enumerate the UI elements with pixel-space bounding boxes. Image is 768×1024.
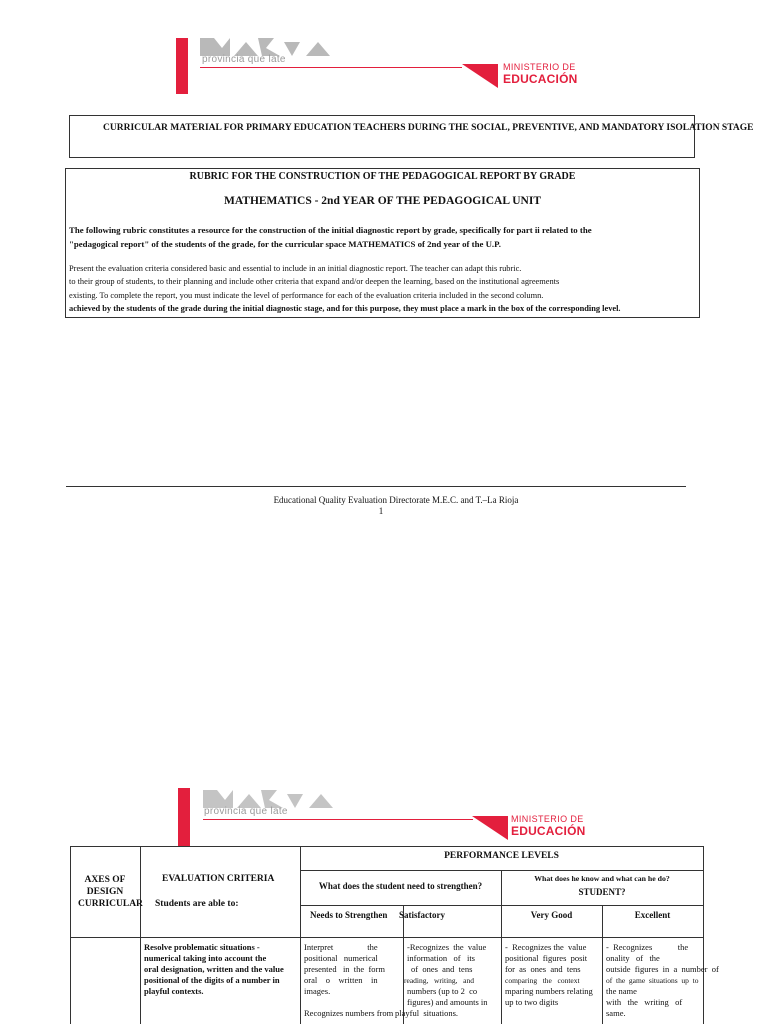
- level1-text: oral o written in: [304, 975, 378, 985]
- level1-text: images.: [304, 986, 331, 996]
- table-border-right: [703, 846, 704, 1024]
- criteria-line: numerical taking into account the: [144, 953, 267, 963]
- rubric-para-line-3: existing. To complete the report, you must indicate the level of performance for each of the evaluation criteria included in the second column.: [69, 291, 544, 300]
- level4-text: of the game situations up to: [606, 976, 699, 985]
- level-needs-strengthen: Needs to Strengthen: [310, 910, 388, 920]
- level4-text: same.: [606, 1008, 626, 1018]
- know-question-line-2: STUDENT?: [578, 887, 626, 897]
- level3-text: mparing numbers relating: [505, 986, 593, 996]
- table-col-rule: [403, 905, 404, 1024]
- level4-text: with the writing of: [606, 997, 683, 1007]
- axes-header-line-2: DESIGN: [86, 887, 124, 897]
- criteria-line: playful contexts.: [144, 986, 204, 996]
- red-bar: [178, 788, 190, 846]
- level2-text: of ones and tens: [411, 964, 473, 974]
- level-excellent: Excellent: [634, 910, 671, 920]
- red-divider: [203, 819, 473, 820]
- rubric-para-line-4: achieved by the students of the grade during the initial diagnostic stage, and for this purpose, they must place a mark in the box of the corresponding level.: [69, 304, 621, 313]
- table-border-top: [70, 846, 704, 847]
- strengthen-question: What does the student need to strengthen?: [318, 881, 483, 891]
- logo-caption: provincia que late: [202, 54, 286, 65]
- footer-rule: [66, 486, 686, 487]
- ministry-big-label: EDUCACIÓN: [511, 824, 586, 838]
- level-very-good: Very Good: [530, 910, 573, 920]
- level2-text: playful situations.: [395, 1008, 459, 1018]
- table-col-rule: [140, 846, 141, 1024]
- criteria-line: oral designation, written and the value: [144, 964, 284, 974]
- red-bar: [176, 38, 188, 94]
- table-rule: [70, 937, 704, 938]
- rubric-para-line-2: to their group of students, to their planning and include other criteria that expand and/or deepen the learning, based on the institutional agreements: [69, 277, 560, 286]
- level2-text: figures) and amounts in: [407, 997, 488, 1007]
- rubric-para-line-1: Present the evaluation criteria considered basic and essential to include in an initial diagnostic report. The teacher can adapt this rubric.: [69, 264, 522, 273]
- page-number: 1: [378, 506, 384, 516]
- logo-caption: provincia que late: [204, 806, 288, 817]
- level4-text: the name: [606, 986, 637, 996]
- level3-text: for as ones and tens: [505, 964, 581, 974]
- ministry-small-label: MINISTERIO DE: [503, 62, 576, 72]
- axes-header-line-1: AXES OF: [84, 875, 126, 885]
- table-rule: [300, 905, 704, 906]
- level2-text: reading, writing, and: [404, 976, 474, 985]
- banner-title: CURRICULAR MATERIAL FOR PRIMARY EDUCATION TEACHERS DURING THE SOCIAL, PREVENTIVE, AND MANDATORY ISOLATION STAGE: [103, 123, 754, 133]
- level4-text: onality of the: [606, 953, 660, 963]
- level3-text: comparing the context: [505, 976, 580, 985]
- ministry-triangle-icon: [460, 62, 500, 90]
- red-divider: [200, 67, 462, 68]
- performance-levels-header: PERFORMANCE LEVELS: [444, 851, 559, 861]
- rubric-subject: MATHEMATICS - 2nd YEAR OF THE PEDAGOGICAL UNIT: [223, 195, 542, 207]
- level3-text: positional figures posit: [505, 953, 588, 963]
- know-question-line-1: What does he know and what can he do?: [534, 874, 670, 883]
- axes-header-line-3: CURRICULAR: [78, 899, 143, 909]
- level-satisfactory: Satisfactory: [399, 910, 445, 920]
- table-rule: [300, 870, 704, 871]
- level2-text: information of its: [407, 953, 475, 963]
- table-col-rule: [300, 846, 301, 1024]
- level1-text: presented in the form: [304, 964, 385, 974]
- rubric-intro-line-2: "pedagogical report" of the students of the grade, for the curricular space MATHEMATICS of 2nd year of the U.P.: [69, 239, 501, 249]
- table-col-rule: [602, 905, 603, 1024]
- footer-directorate: Educational Quality Evaluation Directorate M.E.C. and T.–La Rioja: [273, 495, 519, 505]
- level1-text: Recognizes numbers from: [304, 1008, 394, 1018]
- level1-text: Interpret the: [304, 942, 378, 952]
- level3-text: - Recognizes the value: [505, 942, 587, 952]
- level4-text: - Recognizes the: [606, 942, 689, 952]
- level4-text: outside figures in a number of: [606, 964, 719, 974]
- ministry-triangle-icon: [470, 814, 510, 842]
- ministry-big-label: EDUCACIÓN: [503, 72, 578, 86]
- rubric-intro-line-1: The following rubric constitutes a resource for the construction of the initial diagnostic report by grade, specifically for part ii related to the: [69, 225, 592, 235]
- level3-text: up to two digits: [505, 997, 559, 1007]
- table-border-left: [70, 846, 71, 1024]
- level2-text: -Recognizes the value: [407, 942, 487, 952]
- criteria-line: positional of the digits of a number in: [144, 975, 280, 985]
- level2-text: numbers (up to 2 co: [407, 986, 478, 996]
- criteria-line: Resolve problematic situations -: [144, 942, 260, 952]
- criteria-header: EVALUATION CRITERIA: [162, 874, 275, 884]
- rubric-heading: RUBRIC FOR THE CONSTRUCTION OF THE PEDAGOGICAL REPORT BY GRADE: [189, 171, 576, 182]
- ministry-small-label: MINISTERIO DE: [511, 814, 584, 824]
- level1-text: positional numerical: [304, 953, 378, 963]
- criteria-subheader: Students are able to:: [155, 899, 239, 909]
